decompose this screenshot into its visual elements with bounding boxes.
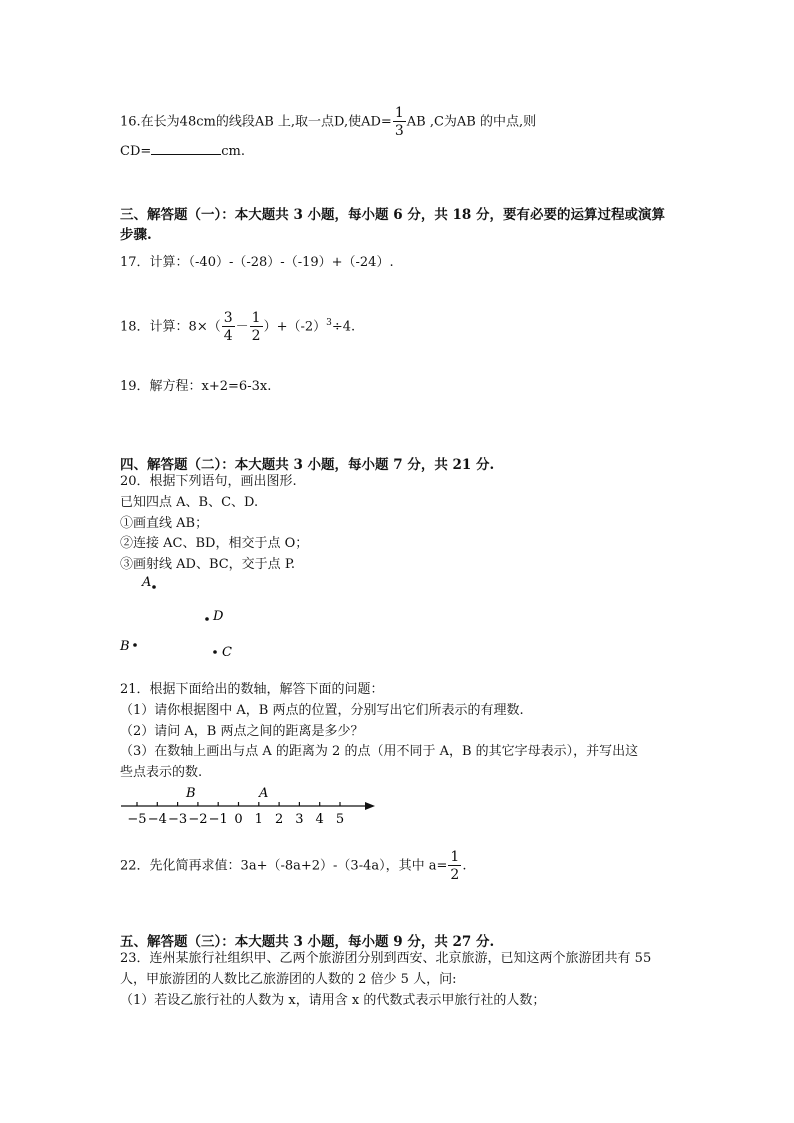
point-b [133, 643, 137, 647]
answer-blank[interactable] [151, 142, 221, 155]
section-5-heading: 五、解答题（三）：本大题共 3 小题，每小题 9 分，共 27 分. [120, 934, 495, 950]
q18-frac1-den: 4 [223, 328, 233, 344]
q16-frac-num: 1 [394, 105, 404, 121]
q18-minus: － [235, 319, 249, 335]
number-line-tick-label: 1 [254, 812, 263, 827]
q16-unit: cm. [221, 144, 246, 159]
question-17: 17．计算：（-40）-（-28）-（-19）+（-24）. [120, 255, 394, 270]
question-23-line2: 人，甲旅游团的人数比乙旅游团的人数的 2 倍少 5 人，问: [120, 972, 457, 987]
number-line-tick-label: −3 [168, 812, 188, 827]
q18-exponent: 3 [326, 318, 332, 329]
section-3-heading-line1: 三、解答题（一）：本大题共 3 小题，每小题 6 分，共 18 分，要有必要的运算过程或演算 [120, 207, 666, 223]
question-20-line2: 已知四点 A、B、C、D. [120, 495, 259, 510]
q22-text-pre: 22．先化简再求值：3a+（-8a+2）-（3-4a），其中 a= [120, 858, 448, 874]
question-16-line1 [120, 106, 536, 138]
q18-text-mid: ）+（-2） [263, 319, 327, 335]
q22-frac-num: 1 [450, 849, 460, 865]
points-figure [115, 572, 275, 662]
point-a [152, 585, 156, 589]
q16-fraction [393, 106, 406, 138]
number-line-tick-label: −5 [127, 812, 147, 827]
q16-text-pre: 16.在长为48cm的线段AB 上,取一点D,使AD= [120, 114, 392, 130]
q18-frac2-den: 2 [251, 328, 261, 344]
question-23-line1: 23．连州某旅行社组织甲、乙两个旅游团分别到西安、北京旅游，已知这两个旅游团共有 55 [120, 951, 652, 966]
question-21-line2: （1）请你根据图中 A，B 两点的位置，分别写出它们所表示的有理数. [120, 703, 524, 718]
number-line-arrow-icon [365, 802, 375, 810]
q18-text-post: ÷4. [331, 319, 356, 335]
q18-text-pre: 18．计算：8×（ [120, 319, 221, 335]
question-22 [120, 850, 466, 882]
question-23-line3: （1）若设乙旅行社的人数为 x，请用含 x 的代数式表示甲旅行社的人数； [120, 993, 546, 1008]
number-line-label-a: A [259, 786, 269, 801]
number-line-tick-label: 5 [335, 812, 345, 827]
number-line-label-b: B [186, 786, 196, 801]
question-19: 19．解方程：x+2=6-3x. [120, 379, 272, 394]
point-a-label: A [142, 575, 152, 590]
question-18 [120, 311, 355, 343]
q22-frac-den: 2 [450, 867, 460, 883]
number-line [115, 780, 385, 830]
question-20-line1: 20．根据下列语句，画出图形. [120, 474, 297, 489]
number-line-tick-label: 2 [274, 812, 284, 827]
number-line-tick-label: 3 [295, 812, 304, 827]
section-4-heading: 四、解答题（二）：本大题共 3 小题，每小题 7 分，共 21 分. [120, 457, 495, 473]
q18-fraction-2 [250, 311, 263, 343]
point-d-label: D [213, 609, 224, 624]
q18-fraction-1 [222, 311, 235, 343]
number-line-tick-label: 0 [234, 812, 243, 827]
question-21-line5: 些点表示的数. [120, 765, 203, 780]
q22-fraction [448, 850, 461, 882]
number-line-tick-label: −4 [147, 812, 167, 827]
q16-cd-label: CD= [120, 144, 152, 159]
point-b-label: B [120, 639, 130, 654]
question-20-line4: ②连接 AC、BD，相交于点 O； [120, 536, 309, 551]
section-3-heading-line2: 步骤. [120, 227, 152, 243]
question-20-line3: ①画直线 AB； [120, 516, 209, 531]
number-line-tick-label: −2 [188, 812, 208, 827]
q16-frac-den: 3 [394, 123, 404, 139]
point-c-label: C [222, 645, 232, 660]
q22-text-post: . [462, 858, 467, 874]
q18-frac2-num: 1 [251, 310, 261, 326]
question-16-line2 [120, 142, 245, 160]
question-21-line1: 21．根据下面给出的数轴，解答下面的问题： [120, 682, 384, 697]
q16-text-post: AB ,C为AB 的中点,则 [406, 114, 537, 130]
question-21-line4: （3）在数轴上画出与点 A 的距离为 2 的点（用不同于 A，B 的其它字母表示），并写出这 [120, 744, 639, 759]
question-20-line5: ③画射线 AD、BC，交于点 P. [120, 557, 296, 572]
number-line-tick-label: 4 [315, 812, 324, 827]
question-21-line3: （2）请问 A，B 两点之间的距离是多少？ [120, 724, 364, 739]
point-d [205, 617, 209, 621]
q18-frac1-num: 3 [223, 310, 233, 326]
point-c [213, 650, 217, 654]
number-line-tick-label: −1 [208, 812, 228, 827]
